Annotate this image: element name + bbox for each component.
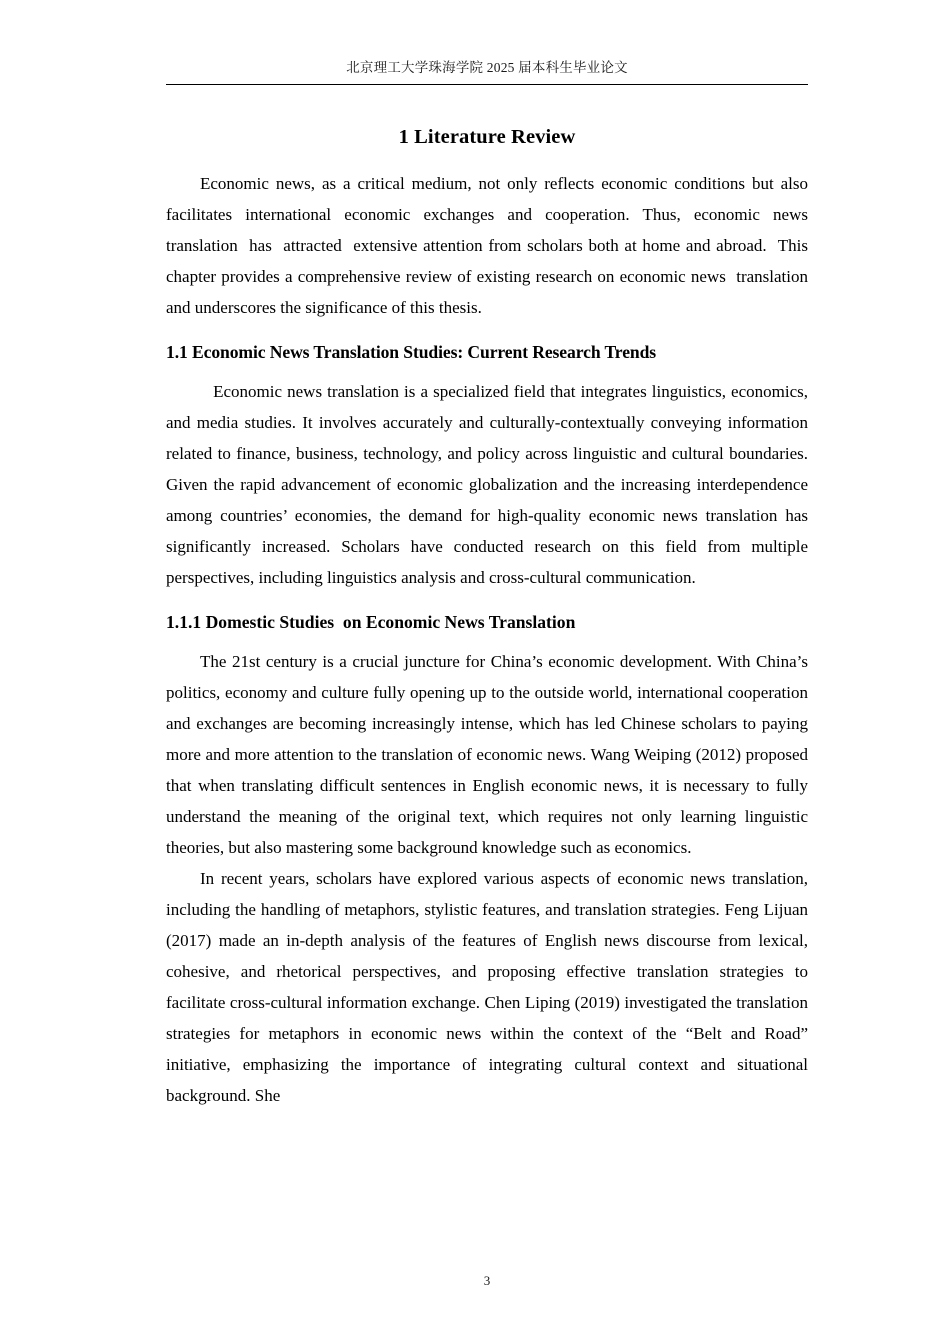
page-number: 3 [483, 1273, 491, 1288]
page-content [166, 122, 813, 1111]
running-header-text: 北京理工大学珠海学院 2025 届本科生毕业论文 [346, 60, 628, 75]
section-heading-1-1: 1.1 Economic News Translation Studies: Current Research Trends [166, 342, 657, 362]
subsection-1-1-1-paragraph-1: The 21st century is a crucial juncture for China’s economic development. With China’s politics, economy and culture fully opening up to the outside world, international cooperation and exchanges are becoming increasingly intense, which has led Chinese scholars to paying more and more attention to the translation of economic news. Wang Weiping (2012) proposed that when translating difficult sentences in English economic news, it is necessary to fully understand the meaning of the original text, which requires not only learning linguistic theories, but also mastering some background knowledge such as economics. [166, 652, 813, 857]
page-header [166, 58, 808, 93]
subsection-heading-1-1-1: 1.1.1 Domestic Studies on Economic News Translation [166, 612, 576, 632]
chapter-title: 1 Literature Review [398, 126, 576, 148]
section-1-1-paragraph: Economic news translation is a specialized field that integrates linguistics, economics, and media studies. It involves accurately and culturally-contextually conveying information related to finance, business, technology, and policy across linguistic and cultural boundaries. Given the rapid advancement of economic globalization and the increasing interdependence among countries’ economies, the demand for high-quality economic news translation has significantly increased. Scholars have conducted research on this field from multiple perspectives, including linguistics analysis and cross-cultural communication. [166, 382, 813, 587]
chapter-intro-paragraph: Economic news, as a critical medium, not only reflects economic conditions but also facilitates international economic exchanges and cooperation. Thus, economic news translation has attracted extensive attention from scholars both at home and abroad. This chapter provides a comprehensive review of existing research on economic news translation and underscores the significance of this thesis. [166, 174, 813, 317]
subsection-1-1-1-paragraph-2: In recent years, scholars have explored various aspects of economic news translation, including the handling of metaphors, stylistic features, and translation strategies. Feng Lijuan (2017) made an in-depth analysis of the features of English news discourse from lexical, cohesive, and rhetorical perspectives, and proposing effective translation strategies to facilitate cross-cultural information exchange. Chen Liping (2019) investigated the translation strategies for metaphors in economic news within the context of the “Belt and Road” initiative, emphasizing the importance of integrating cultural context and situational background. She [166, 869, 813, 1105]
page-footer [166, 1272, 808, 1290]
header-divider-rule [166, 84, 808, 85]
